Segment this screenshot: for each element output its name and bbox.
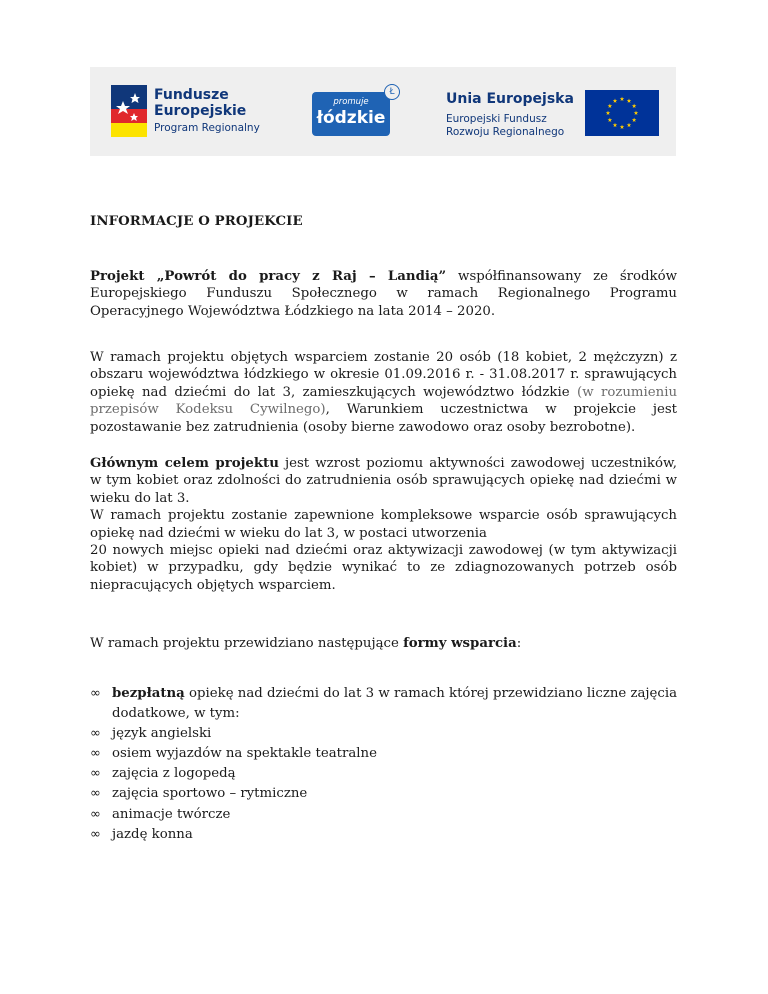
list-item — [90, 764, 680, 784]
ue-sub1: Europejski Fundusz — [446, 113, 547, 125]
list-item-text: jazdę konna — [112, 826, 193, 842]
fundusze-line1: Fundusze — [154, 87, 229, 103]
list-item-text: animacje twórcze — [112, 806, 231, 822]
logo-band — [90, 67, 676, 156]
list-item — [90, 724, 680, 744]
list-item-text: zajęcia z logopedą — [112, 766, 236, 782]
promuje-badge-icon: Ł — [384, 84, 400, 100]
list-item — [90, 805, 680, 825]
infinity-bullet-icon: ∞ — [90, 786, 101, 802]
paragraph-participants — [90, 349, 677, 436]
unia-europejska-text — [446, 91, 574, 139]
infinity-bullet-icon: ∞ — [90, 686, 101, 701]
list-item-text: osiem wyjazdów na spektakle teatralne — [112, 746, 377, 762]
forms-intro-a: W ramach projektu przewidziano następujące — [90, 636, 404, 651]
forms-intro-bold: formy wsparcia — [403, 636, 517, 651]
project-name-bold: Projekt „Powrót do pracy z Raj – Landią” — [90, 269, 447, 284]
lodzkie-text: łódzkie — [316, 108, 386, 128]
main-goal-rest: jest wzrost poziomu aktywności zawodowej uczestników, w tym kobiet oraz zdolności do zatrudnienia osób sprawujących opiekę nad dziećmi w wieku do lat 3. — [90, 456, 677, 506]
fundusze-line2: Europejskie — [154, 103, 247, 119]
main-goal-line3: 20 nowych miejsc opieki nad dziećmi oraz aktywizacji zawodowej (w tym aktywizacji kobiet) w przypadku, gdy będzie wynikać to ze zdiagnozowanych potrzeb osób niepracujących objętych wsparciem. — [90, 543, 677, 593]
infinity-bullet-icon: ∞ — [90, 806, 101, 822]
forms-list — [90, 684, 680, 845]
eu-flag-icon — [585, 90, 659, 136]
infinity-bullet-icon: ∞ — [90, 746, 101, 762]
promuje-text: promuje — [333, 97, 369, 107]
list-item — [90, 684, 680, 724]
list-item — [90, 744, 680, 764]
participants-text-a: W ramach projektu objętych wsparciem zostanie 20 osób (18 kobiet, 2 mężczyzn) z obszaru województwa łódzkiego w okresie 01.09.2016 r. - 31.08.2017 r. sprawujących opiekę nad dziećmi do lat 3, zamieszkujących województwo łódzkie — [90, 350, 677, 400]
infinity-bullet-icon: ∞ — [90, 726, 101, 742]
fundusze-europejskie-logo-icon — [107, 79, 151, 141]
project-name-rest: współfinansowany ze środków Europejskiego Funduszu Społecznego w ramach Regionalnego Programu Operacyjnego Województwa Łódzkiego na lata 2014 – 2020. — [90, 269, 677, 319]
list-item — [90, 825, 680, 845]
participants-grey-note: (w rozumieniu przepisów Kodeksu Cywilnego) — [90, 384, 678, 418]
list-item-text: język angielski — [112, 726, 212, 742]
ue-title: Unia Europejska — [446, 91, 574, 107]
promuje-lodzkie-logo — [312, 92, 390, 136]
paragraph-project-name — [90, 268, 677, 320]
forms-first-bold: bezpłatną — [112, 686, 185, 701]
forms-intro-b: : — [516, 636, 522, 651]
main-goal-line2: W ramach projektu zostanie zapewnione kompleksowe wsparcie osób sprawujących opiekę nad dziećmi w wieku do lat 3, w postaci utworzenia — [90, 508, 677, 541]
forms-intro — [90, 636, 521, 651]
infinity-bullet-icon: ∞ — [90, 826, 101, 842]
ue-sub2: Rozwoju Regionalnego — [446, 126, 565, 138]
forms-first-rest: opiekę nad dziećmi do lat 3 w ramach której przewidziano liczne zajęcia dodatkowe, w tym: — [112, 686, 678, 722]
main-goal-bold: Głównym celem projektu — [90, 456, 279, 471]
participants-text-b: , Warunkiem uczestnictwa w projekcie jest pozostawanie bez zatrudnienia (osoby bierne zawodowo oraz osoby bezrobotne). — [90, 402, 677, 435]
list-item — [90, 784, 680, 804]
fundusze-line3: Program Regionalny — [154, 122, 260, 134]
fundusze-europejskie-text — [154, 87, 260, 136]
list-item-text: zajęcia sportowo – rytmiczne — [112, 786, 308, 802]
infinity-bullet-icon: ∞ — [90, 766, 101, 782]
paragraph-main-goal — [90, 455, 677, 594]
page-title: INFORMACJE O PROJEKCIE — [90, 214, 303, 229]
